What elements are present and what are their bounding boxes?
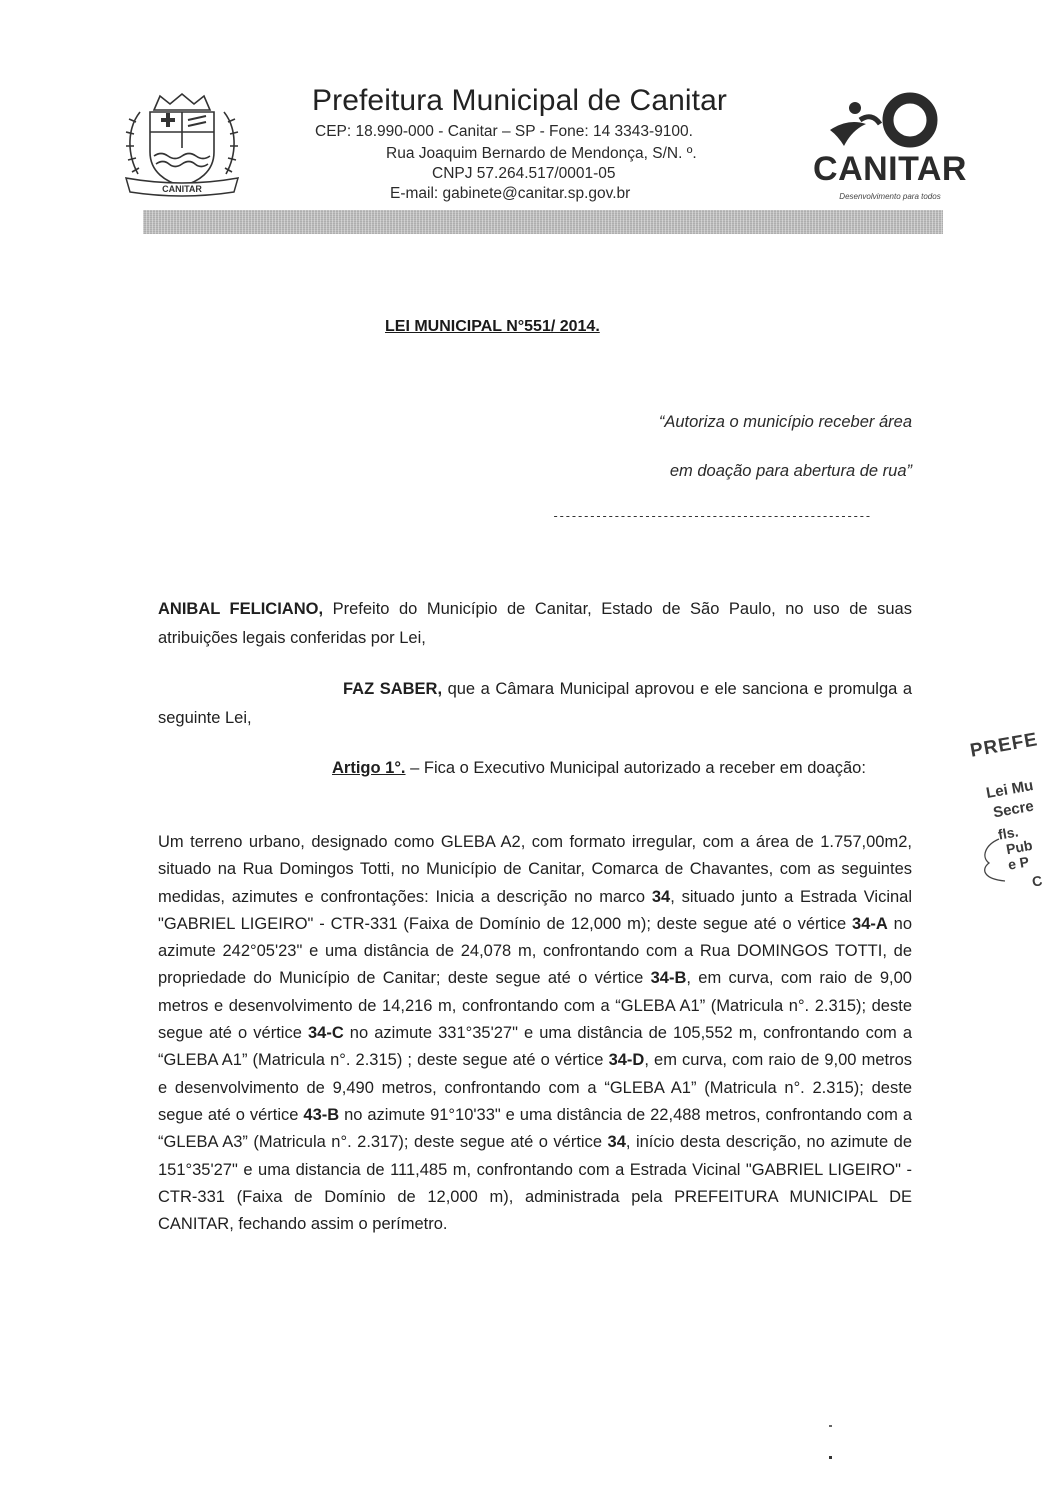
desc-text: , em curva, com raio de 9,00 metros e desenvolvimento de 14,216 m, confrontando com a “GLEBA A1” (Matricula n°. 2.315); deste segue até o vértice (158, 969, 912, 1043)
stamp-line-7: C (1030, 872, 1044, 890)
publication-stamp (960, 715, 1058, 895)
stamp-line-1: PREFE (968, 729, 1040, 762)
cnpj-line: CNPJ 57.264.517/0001-05 (432, 165, 616, 182)
header-divider-bar (143, 210, 943, 234)
epigraph-line-2: em doação para abertura de rua” (669, 462, 912, 480)
email-line: E-mail: gabinete@canitar.sp.gov.br (390, 185, 631, 202)
desc-text: , início desta descrição, no azimute de 151°35'27" e uma distancia de 111,485 m, confrontando com a Estrada Vicinal "GABRIEL LIGEIRO" - CTR-331 (Faixa de Domínio de 12,000 m), administrada pela PREFEITURA MUNICIPAL DE CANITAR, fechando assim o perímetro. (158, 1133, 912, 1234)
desc-text: , em curva, com raio de 9,00 metros e desenvolvimento de 9,490 metros, confrontando com a “GLEBA A1” (Matricula n°. 2.315); deste segue até o vértice (158, 1051, 912, 1124)
municipal-crest (118, 92, 246, 198)
stamp-line-2: Lei Mu (984, 777, 1035, 802)
paragraph-preamble (158, 595, 912, 653)
paragraph-faz-saber (158, 675, 912, 733)
vertex-label: 34-C (307, 1024, 344, 1043)
stamp-line-3: Secre (991, 797, 1036, 822)
preamble-text: Prefeito do Município de Canitar, Estado de São Paulo, no uso de suas atribuições legais conferidas por Lei, (158, 600, 912, 647)
faz-saber-text: que a Câmara Municipal aprovou e ele sanciona e promulga a seguinte Lei, (158, 680, 913, 727)
vertex-label: 43-B (303, 1105, 340, 1124)
address-line-2: Rua Joaquim Bernardo de Mendonça, S/N. º. (386, 145, 697, 162)
stamp-scribble (975, 835, 1015, 885)
vertex-label: 34-D (608, 1051, 645, 1070)
mayor-name: ANIBAL FELICIANO, (158, 600, 324, 618)
desc-text: no azimute 91°10'33" e uma distância de 22,488 metros, confrontando com a “GLEBA A3” (Matricula n°. 2.317); deste segue até o vértice (158, 1105, 912, 1152)
artigo-1-label: Artigo 1°. (332, 759, 406, 777)
address-line-1: CEP: 18.990-000 - Canitar – SP - Fone: 14 3343-9100. (315, 123, 693, 140)
desc-text: Um terreno urbano, designado como GLEBA A2, com formato irregular, com a área de 1.757,00m2, situado na Rua Domingos Totti, no Município de Canitar, Comarca de Chavantes, com as seguintes medidas, azimutes e confrontações: Inicia a descrição no marco (158, 833, 912, 906)
logo-tagline: Desenvolvimento para todos (839, 192, 941, 201)
scan-speck (829, 1425, 832, 1427)
stamp-line-6: e P (1006, 853, 1031, 873)
artigo-1-text: – Fica o Executivo Municipal autorizado a receber em doação: (405, 759, 866, 777)
epigraph-line-1: “Autoriza o município receber área (658, 413, 912, 431)
stamp-line-4: fls. (996, 823, 1020, 843)
desc-text: no azimute 331°35'27" e uma distância de 105,552 m, confrontando com a “GLEBA A1” (Matricula n°. 2.315) ; deste segue até o vértice (158, 1024, 912, 1070)
org-title: Prefeitura Municipal de Canitar (312, 84, 727, 117)
vertex-label: 34 (651, 887, 671, 906)
paragraph-terrain-description (158, 829, 912, 1238)
desc-text: , situado junto a Estrada Vicinal "GABRIEL LIGEIRO" - CTR-331 (Faixa de Domínio de 12,000 m); deste segue até o vértice (158, 887, 913, 933)
vertex-label: 34-B (650, 969, 687, 988)
scan-speck (829, 1456, 832, 1459)
desc-text: no azimute 242°05'23" e uma distância de 24,078 m, confrontando com a Rua DOMINGOS TOTTI, de propriedade do Município de Canitar; deste segue até o vértice (158, 914, 912, 988)
stamp-line-5: Pub (1004, 836, 1034, 858)
logo-wordmark: CANITAR (813, 150, 967, 188)
paragraph-artigo-1 (158, 754, 912, 783)
separator-line: ---------------------------------------------------- (552, 509, 871, 523)
crest-banner-text: CANITAR (162, 184, 202, 194)
vertex-label: 34-A (852, 914, 888, 933)
law-title: LEI MUNICIPAL N°551/ 2014. (385, 318, 600, 335)
faz-saber-label: FAZ SABER, (343, 680, 443, 698)
vertex-label: 34 (607, 1133, 626, 1152)
